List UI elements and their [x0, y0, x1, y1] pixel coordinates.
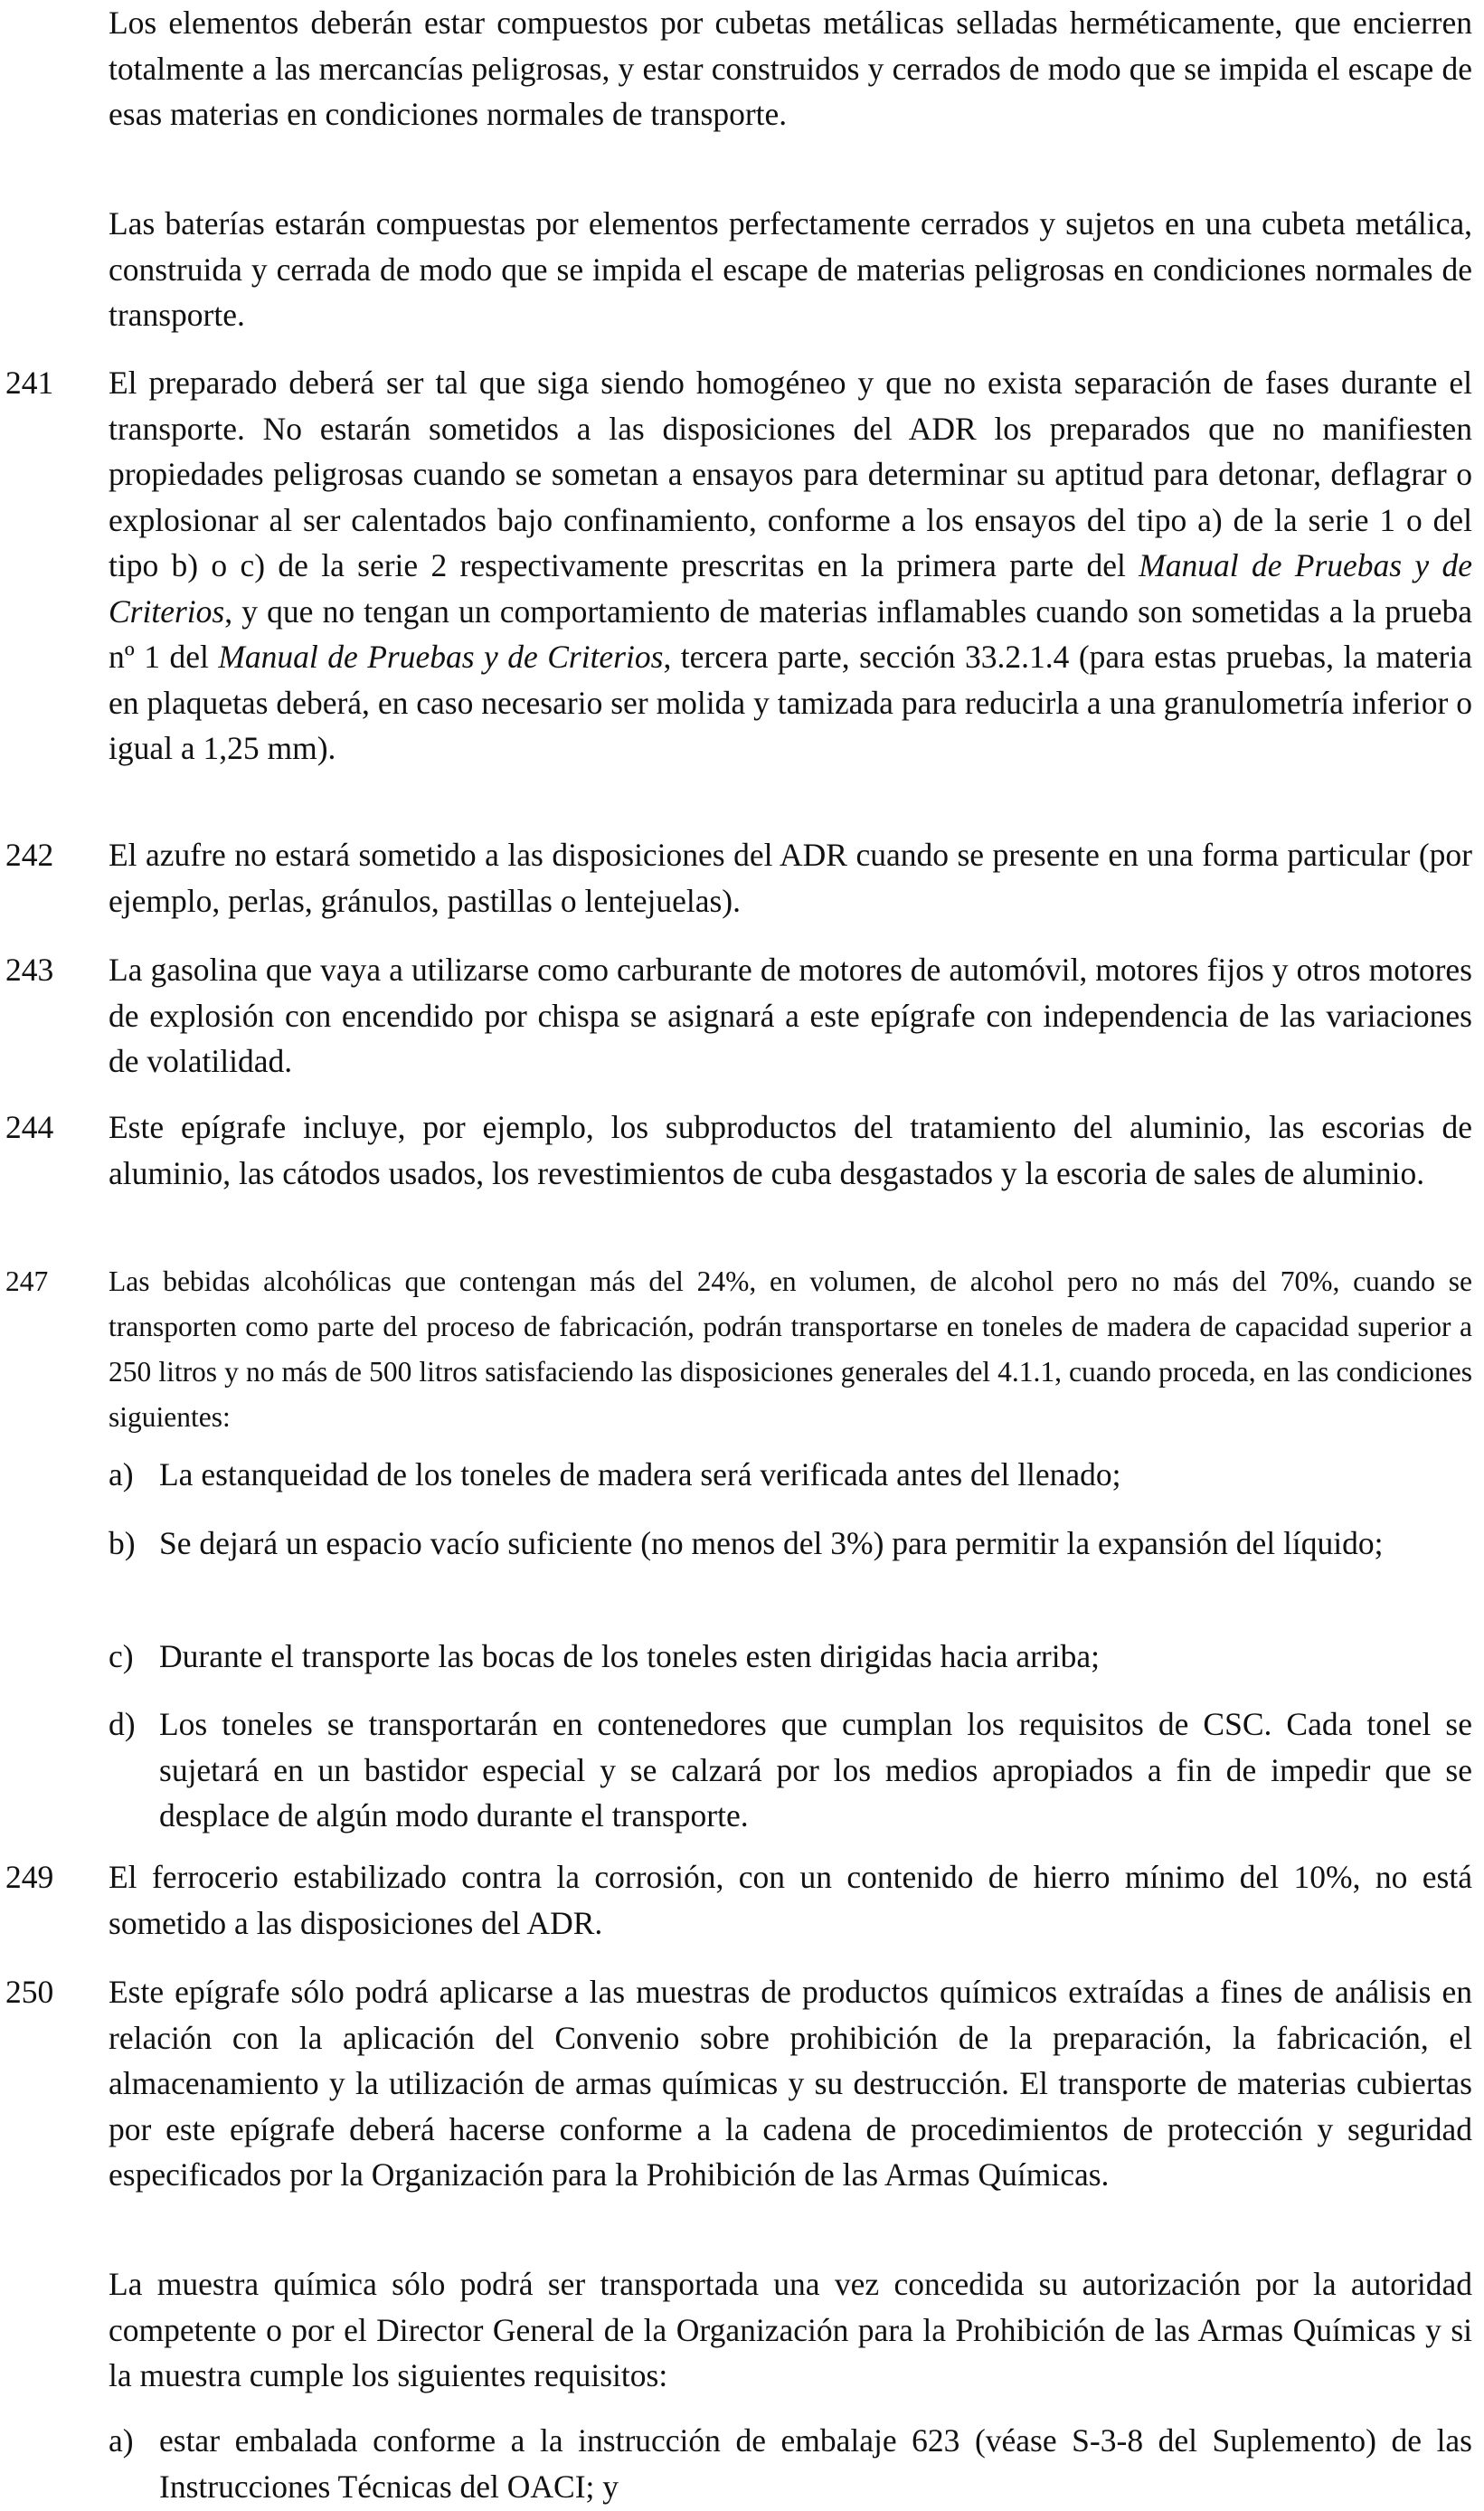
list-label: d): [109, 1706, 136, 1742]
list-item-247-c: [109, 1634, 1472, 1680]
paragraph-muestra-quimica: [109, 2261, 1472, 2399]
provision-number-241: 241: [5, 365, 54, 401]
text-run: , tercera parte, sección 33.2.1.4 (para estas pruebas, la materia en plaquetas deberá, en caso necesario ser molida y tamizada para reducirla a una granulometría inferior o igual a 1,25 mm).: [109, 639, 1472, 766]
paragraph-text: El ferrocerio estabilizado contra la corrosión, con un contenido de hierro mínimo del 10%, no está sometido a las disposiciones del ADR.: [109, 1859, 1472, 1941]
text-run: El preparado deberá ser tal que siga siendo homogéneo y que no exista separación de fases durante el transporte. No estarán sometidos a las disposiciones del ADR los preparados que no manifiesten propiedades peligrosas cuando se sometan a ensayos para determinar su aptitud para detonar, deflagrar o explosionar al ser calentados bajo confinamiento, conforme a los ensayos del tipo a) de la serie 1 o del tipo b) o c) de la serie 2 respectivamente prescritas en la primera parte del: [109, 365, 1472, 583]
paragraph-text: Este epígrafe incluye, por ejemplo, los subproductos del tratamiento del aluminio, las escorias de aluminio, las cátodos usados, los revestimientos de cuba desgastados y la escoria de sales de aluminio.: [109, 1109, 1472, 1191]
paragraph-text: El azufre no estará sometido a las disposiciones del ADR cuando se presente en una forma particular (por ejemplo, perlas, gránulos, pastillas o lentejuelas).: [109, 837, 1472, 919]
list-label: a): [109, 2422, 134, 2459]
provision-number-249: 249: [5, 1859, 54, 1895]
provision-number-247: 247: [5, 1265, 49, 1297]
provision-number-244: 244: [5, 1109, 54, 1145]
list-item-247-d: [109, 1701, 1472, 1839]
provision-241: [109, 360, 1472, 772]
list-item-247-a: [109, 1452, 1472, 1498]
paragraph-text: La muestra química sólo podrá ser transportada una vez concedida su autorización por la autoridad competente o por el Director General de la Organización para la Prohibición de las Armas Químicas y si la muestra cumple los siguientes requisitos:: [109, 2266, 1472, 2393]
provision-249: [109, 1854, 1472, 1946]
list-text: La estanqueidad de los toneles de madera será verificada antes del llenado;: [159, 1456, 1121, 1492]
paragraph-text: Este epígrafe sólo podrá aplicarse a las muestras de productos químicos extraídas a fines de análisis en relación con la aplicación del Convenio sobre prohibición de la preparación, la fabricación, el almacenamiento y la utilización de armas químicas y su destrucción. El transporte de materias cubiertas por este epígrafe deberá hacerse conforme a la cadena de procedimientos de protección y seguridad especificados por la Organización para la Prohibición de las Armas Químicas.: [109, 1974, 1472, 2193]
text-run: , y que no tengan un comportamiento de materias inflamables cuando son sometidas a la prueba nº 1 del: [109, 592, 1472, 675]
provision-250: [109, 1969, 1472, 2198]
manual-title: Manual de Pruebas y de Criterios: [109, 547, 1472, 630]
paragraph-elementos: [109, 0, 1472, 137]
provision-244: [109, 1104, 1472, 1196]
paragraph-text: La gasolina que vaya a utilizarse como carburante de motores de automóvil, motores fijos y otros motores de explosión con encendido por chispa se asignará a este epígrafe con independencia de las variaciones de volatilidad.: [109, 952, 1472, 1079]
provision-number-243: 243: [5, 952, 54, 988]
list-text: Durante el transporte las bocas de los toneles esten dirigidas hacia arriba;: [159, 1638, 1100, 1674]
list-text: estar embalada conforme a la instrucción de embalaje 623 (véase S-3-8 del Suplemento) de las Instrucciones Técnicas del OACI; y: [159, 2422, 1472, 2505]
provision-number-250: 250: [5, 1974, 54, 2010]
list-item-250-a: [109, 2418, 1472, 2509]
paragraph-text: Las baterías estarán compuestas por elementos perfectamente cerrados y sujetos en una cubeta metálica, construida y cerrada de modo que se impida el escape de materias peligrosas en condiciones normales de transporte.: [109, 205, 1472, 333]
paragraph-text: Las bebidas alcohólicas que contengan más del 24%, en volumen, de alcohol pero no más del 70%, cuando se transporten como parte del proceso de fabricación, podrán transportarse en toneles de madera de capacidad superior a 250 litros y no más de 500 litros satisfaciendo las disposiciones generales del 4.1.1, cuando proceda, en las condiciones siguientes:: [109, 1265, 1472, 1433]
list-text: Se dejará un espacio vacío suficiente (no menos del 3%) para permitir la expansión del líquido;: [159, 1525, 1384, 1561]
provision-243: [109, 947, 1472, 1085]
list-text: Los toneles se transportarán en contenedores que cumplan los requisitos de CSC. Cada tonel se sujetará en un bastidor especial y se calzará por los medios apropiados a fin de impedir que se desplace de algún modo durante el transporte.: [159, 1706, 1472, 1834]
list-label: c): [109, 1638, 134, 1674]
manual-title: Manual de Pruebas y de Criterios: [218, 639, 664, 675]
paragraph-text: Los elementos deberán estar compuestos por cubetas metálicas selladas herméticamente, que encierren totalmente a las mercancías peligrosas, y estar construidos y cerrados de modo que se impida el escape de esas materias en condiciones normales de transporte.: [109, 5, 1472, 132]
provision-242: [109, 832, 1472, 924]
list-item-247-b: [109, 1521, 1472, 1567]
provision-247: [109, 1259, 1472, 1440]
paragraph-text: [109, 360, 1472, 772]
paragraph-baterias: [109, 201, 1472, 338]
list-label: b): [109, 1525, 136, 1561]
provision-number-242: 242: [5, 837, 54, 873]
list-label: a): [109, 1456, 134, 1492]
